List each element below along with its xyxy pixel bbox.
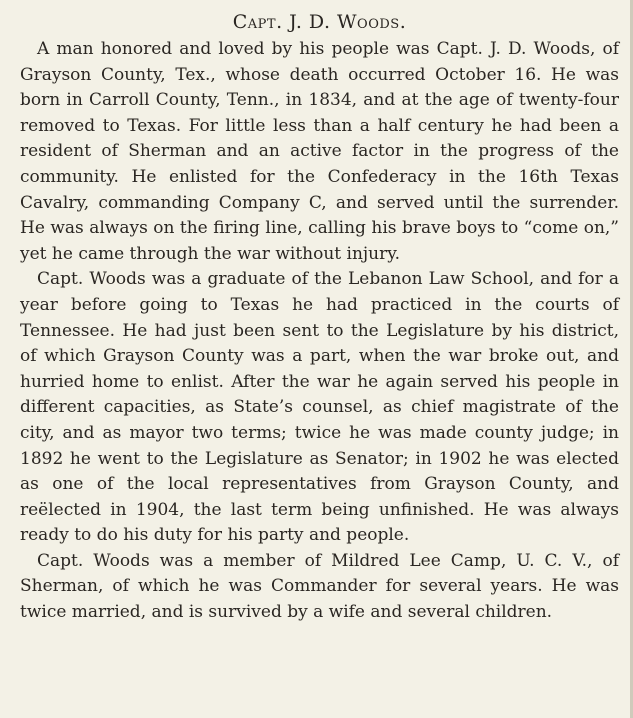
article-title: Capt. J. D. Woods. bbox=[232, 11, 407, 33]
paragraph-2: Capt. Woods was a graduate of the Lebanon Law School, and for a year before going to Texas he had practiced in the courts of Tennessee. He had just been sent to the Legislature by his district, of which Grayson County was a part, when the war broke out, and hurried home to enlist. After the war he again served his people in different capacities, as State’s counsel, as chief magistrate of the city, and as mayor two terms; twice he was made county judge; in 1892 he went to the Legislature as Senator; in 1902 he was elected as one of the local representatives from Grayson County, and reëlected in 1904, the last term being unfinished. He was always ready to do his duty for his party and people. bbox=[20, 269, 619, 546]
paragraph-1: A man honored and loved by his people was Capt. J. D. Woods, of Grayson County, Tex., whose death occurred October 16. He was born in Carroll County, Tenn., in 1834, and at the age of twenty-four removed to Texas. For little less than a half century he had been a resident of Sherman and an active factor in the progress of the community. He enlisted for the Confederacy in the 16th Texas Cavalry, commanding Company C, and served until the surrender. He was always on the firing line, calling his brave boys to “come on,” yet he came through the war without injury. bbox=[20, 39, 619, 264]
paragraph-3: Capt. Woods was a member of Mildred Lee Camp, U. C. V., of Sherman, of which he was Commander for several years. He was twice married, and is survived by a wife and several children. bbox=[20, 550, 619, 623]
